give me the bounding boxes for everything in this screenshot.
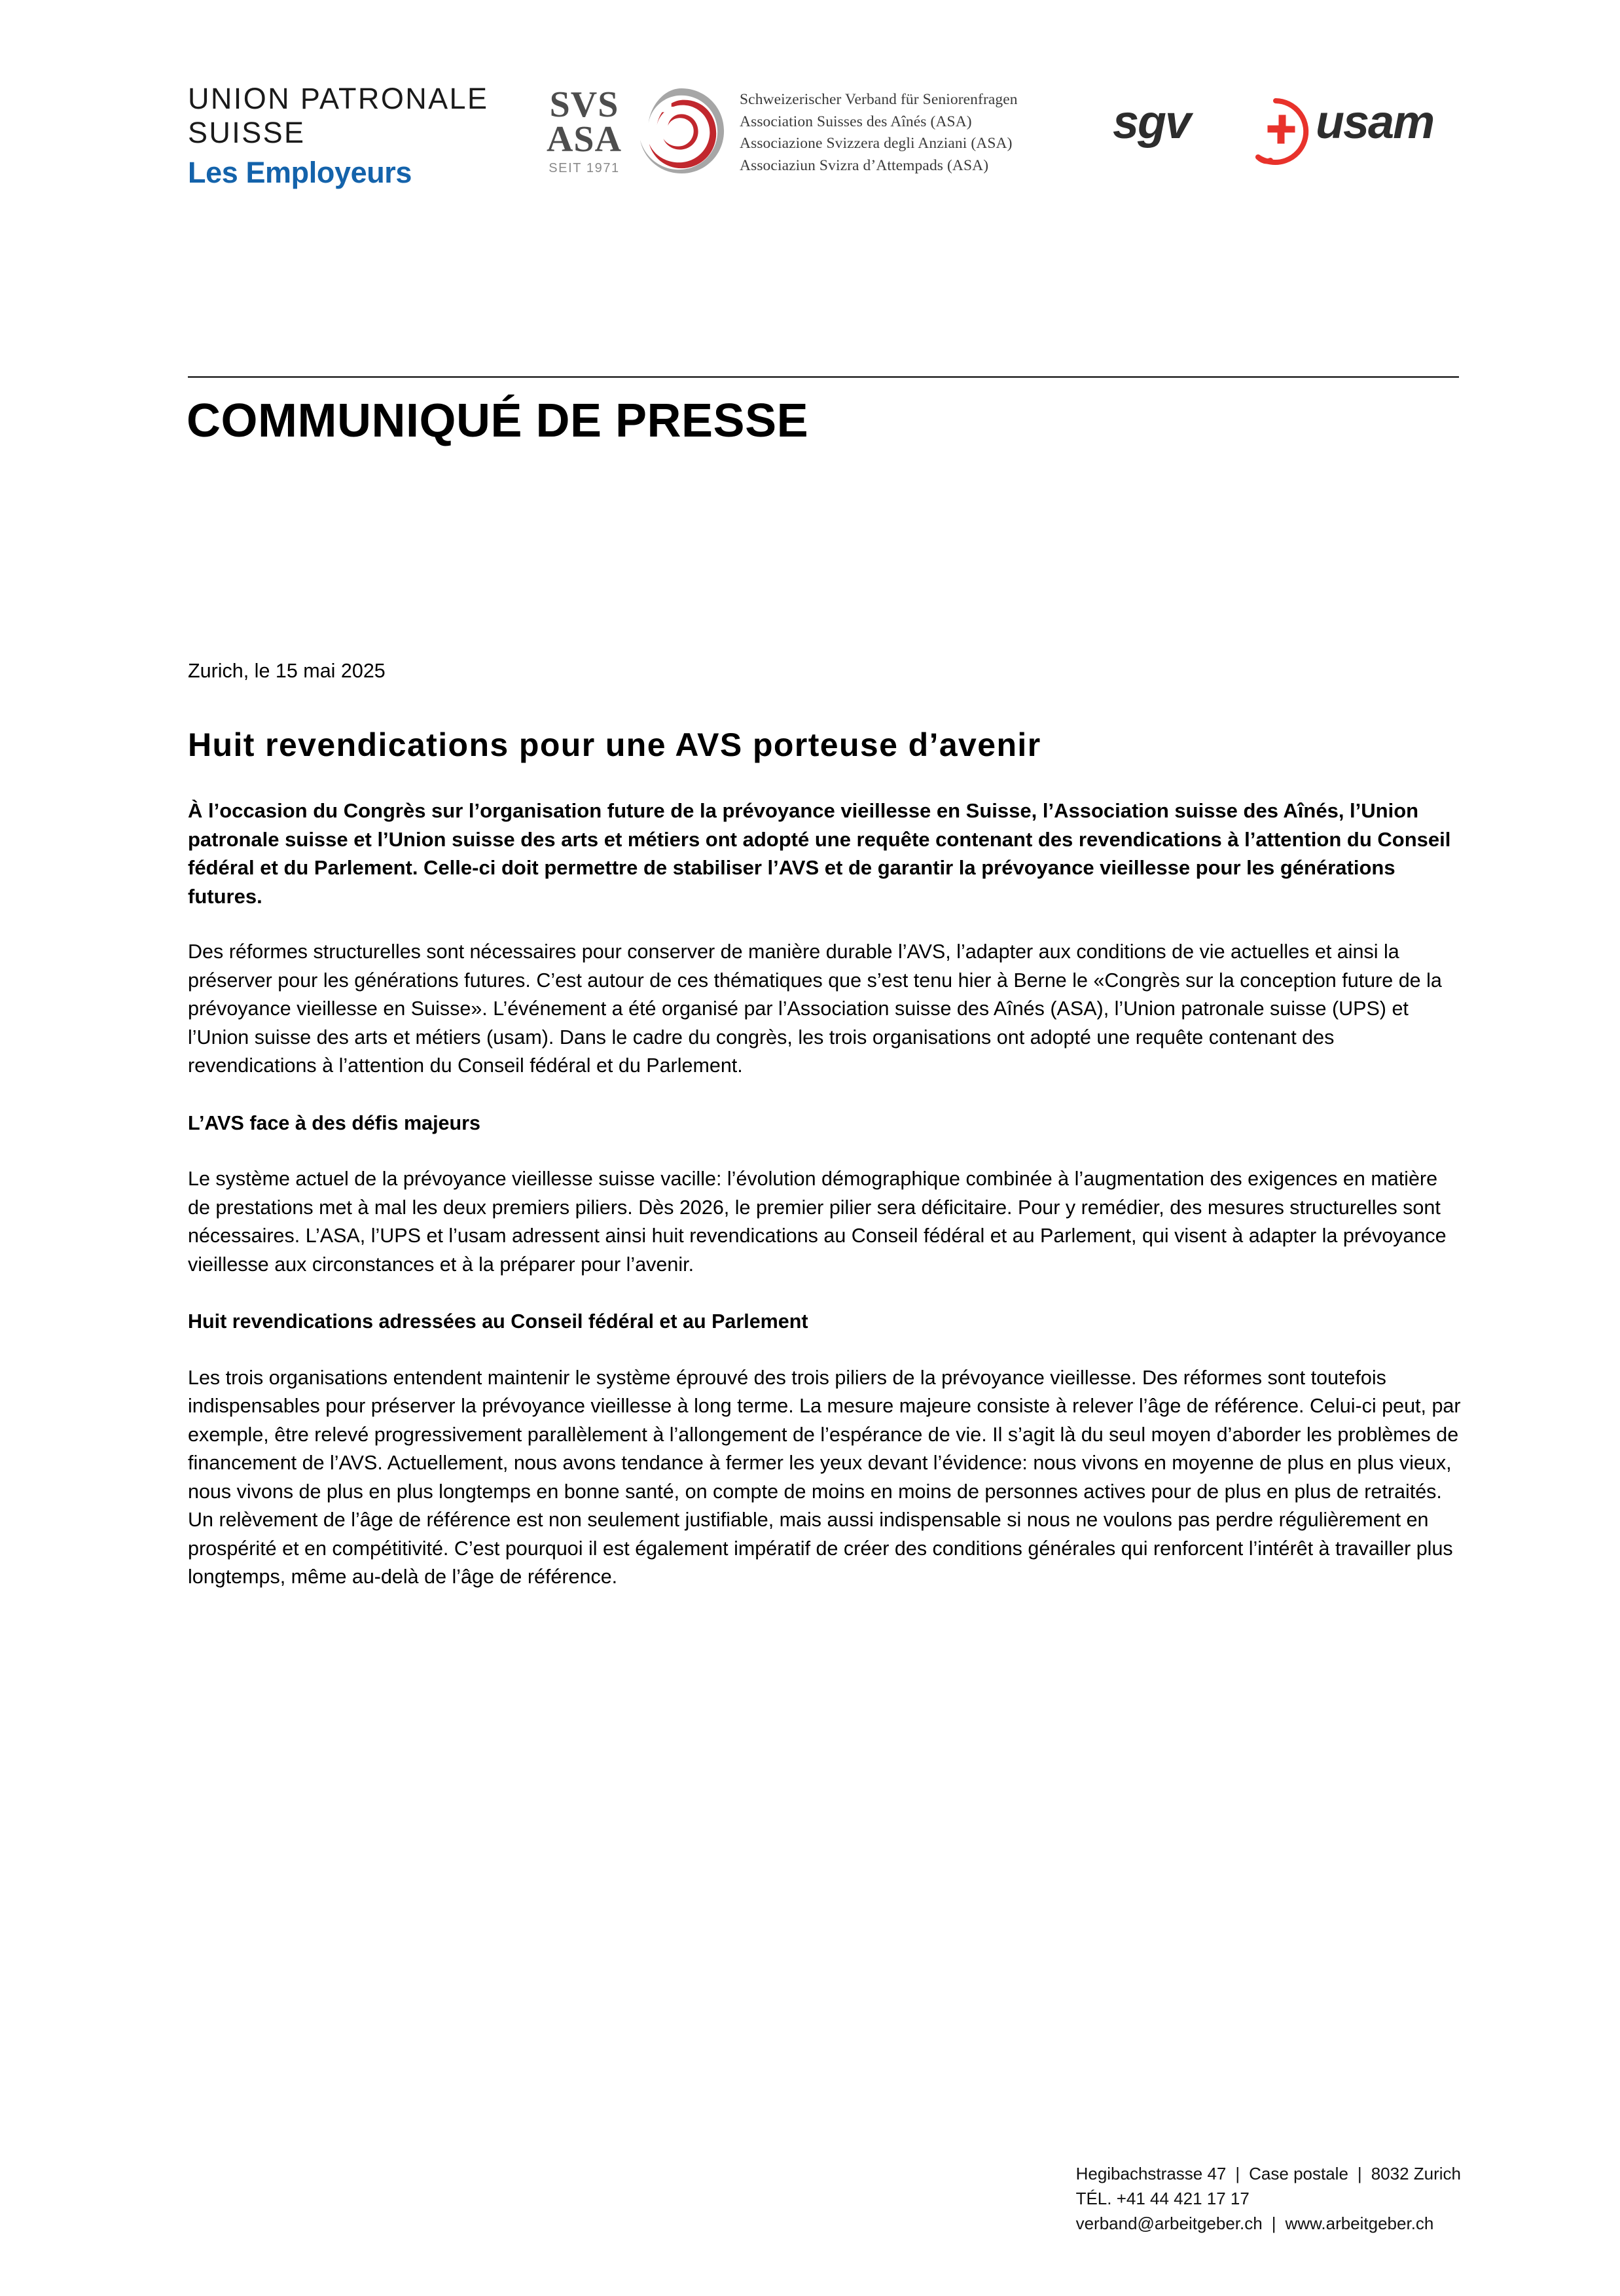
footer-contact-block [1076,2161,1461,2236]
headline: Huit revendications pour une AVS porteuse d’avenir [188,726,1041,763]
svs-wordmark-line-1: SVS [549,84,619,125]
footer-city: 8032 Zurich [1371,2164,1461,2183]
footer-separator-3: | [1271,2214,1276,2233]
svs-name-line-it: Associazione Svizzera degli Anziani (ASA) [740,135,1013,152]
page-title: COMMUNIQUÉ DE PRESSE [187,395,809,447]
logo-bar [0,71,1620,202]
svs-asa-wordmark [524,84,645,176]
svs-spiral-emblem-icon [636,85,727,177]
svs-association-names [740,89,1067,177]
ups-logo-slogan: Les Employeurs [188,156,412,189]
svs-name-line-fr: Association Suisses des Aînés (ASA) [740,113,972,130]
footer-web-line [1076,2211,1461,2236]
footer-street: Hegibachstrasse 47 [1075,2164,1227,2183]
sgv-wordmark: sgv [1113,96,1191,149]
svs-asa-logo [524,85,1067,183]
sub-heading-eight-demands: Huit revendications adressées au Conseil fédéral et au Parlement [188,1310,808,1333]
footer-email-link[interactable]: verband@arbeitgeber.ch [1075,2214,1263,2233]
svs-wordmark-line-2: ASA [546,119,622,160]
svs-name-line-de: Schweizerischer Verband für Seniorenfragen [740,91,1018,108]
lead-paragraph: À l’occasion du Congrès sur l’organisation future de la prévoyance vieillesse en Suisse, l’Association suisse des Aînés, l’Union patronale suisse et l’Union suisse des arts et métiers ont adopté une requête contenant des revendications à l’attention du Conseil fédéral et du Parlement. Celle-ci doit permettre de stabiliser l’AVS et de garantir la prévoyance vieillesse pour les générations futures. [188,799,1451,908]
paragraph-2: Le système actuel de la prévoyance vieillesse suisse vacille: l’évolution démographique combinée à l’augmentation des exigences en matière de prestations met à mal les deux premiers piliers. Dès 2026, le premier pilier sera déficitaire. Pour y remédier, des mesures structurelles sont nécessaires. L’ASA, l’UPS et l’usam adressent ainsi huit revendications au Conseil fédéral et au Parlement, qui visent à adapter la prévoyance vieillesse aux circonstances et à la préparer pour l’avenir. [188,1168,1447,1276]
usam-wordmark: usam [1316,96,1434,149]
footer-website-link[interactable]: www.arbeitgeber.ch [1285,2214,1434,2233]
ups-logo-line-2: SUISSE [188,116,306,149]
union-patronale-suisse-logo [188,82,489,190]
paragraph-3: Les trois organisations entendent maintenir le système éprouvé des trois piliers de la prévoyance vieillesse. Des réformes sont toutefois indispensables pour préserver la prévoyance vieillesse à long terme. La mesure majeure consiste à relever l’âge de référence. Celui-ci peut, par exemple, être relevé progressivement parallèlement à l’allongement de l’espérance de vie. Il s’agit là du seul moyen d’aborder les problèmes de financement de l’AVS. Actuellement, nous avons tendance à fermer les yeux devant l’évidence: nous vivons en moyenne de plus en plus vieux, nous vivons de plus en plus longtemps en bonne santé, on compte de moins en moins de personnes actives pour de plus en plus de retraités. Un relèvement de l’âge de référence est non seulement justifiable, mais aussi indispensable si nous ne voulons pas perdre régulièrement en prospérité et en compétitivité. C’est pourquoi il est également impératif de créer des conditions générales qui renforcent l’intérêt à travailler plus longtemps, même au-delà de l’âge de référence. [188,1366,1461,1588]
ups-logo-line-1: UNION PATRONALE [188,82,489,115]
dateline: Zurich, le 15 mai 2025 [188,660,386,682]
footer-po-box: Case postale [1249,2164,1348,2183]
footer-phone: TÉL. +41 44 421 17 17 [1075,2189,1250,2208]
sub-heading-avs-challenges: L’AVS face à des défis majeurs [188,1111,480,1134]
footer-address-line [1076,2161,1461,2186]
svs-name-line-rm: Associaziun Svizra d’Attempads (ASA) [740,156,989,174]
paragraph-1: Des réformes structurelles sont nécessaires pour conserver de manière durable l’AVS, l’adapter aux conditions de vie actuelles et ainsi la préserver pour les générations futures. C’est autour de ces thématiques que s’est tenu hier à Berne le «Congrès sur la conception future de la prévoyance vieillesse en Suisse». L’événement a été organisé par l’Association suisse des Aînés (ASA), l’Union patronale suisse (UPS) et l’Union suisse des arts et métiers (usam). Dans le cadre du congrès, les trois organisations ont adopté une requête contenant des revendications à l’attention du Conseil fédéral et du Parlement. [188,941,1442,1077]
document-body [188,658,1461,1592]
footer-phone-line [1076,2186,1461,2211]
sgv-swiss-cross-emblem-icon [1240,96,1311,167]
footer-separator-2: | [1357,2164,1362,2183]
svs-since-label: SEIT 1971 [549,161,620,175]
sgv-usam-logo [1113,92,1479,160]
footer-separator-1: | [1235,2164,1240,2183]
header-divider [188,376,1459,378]
